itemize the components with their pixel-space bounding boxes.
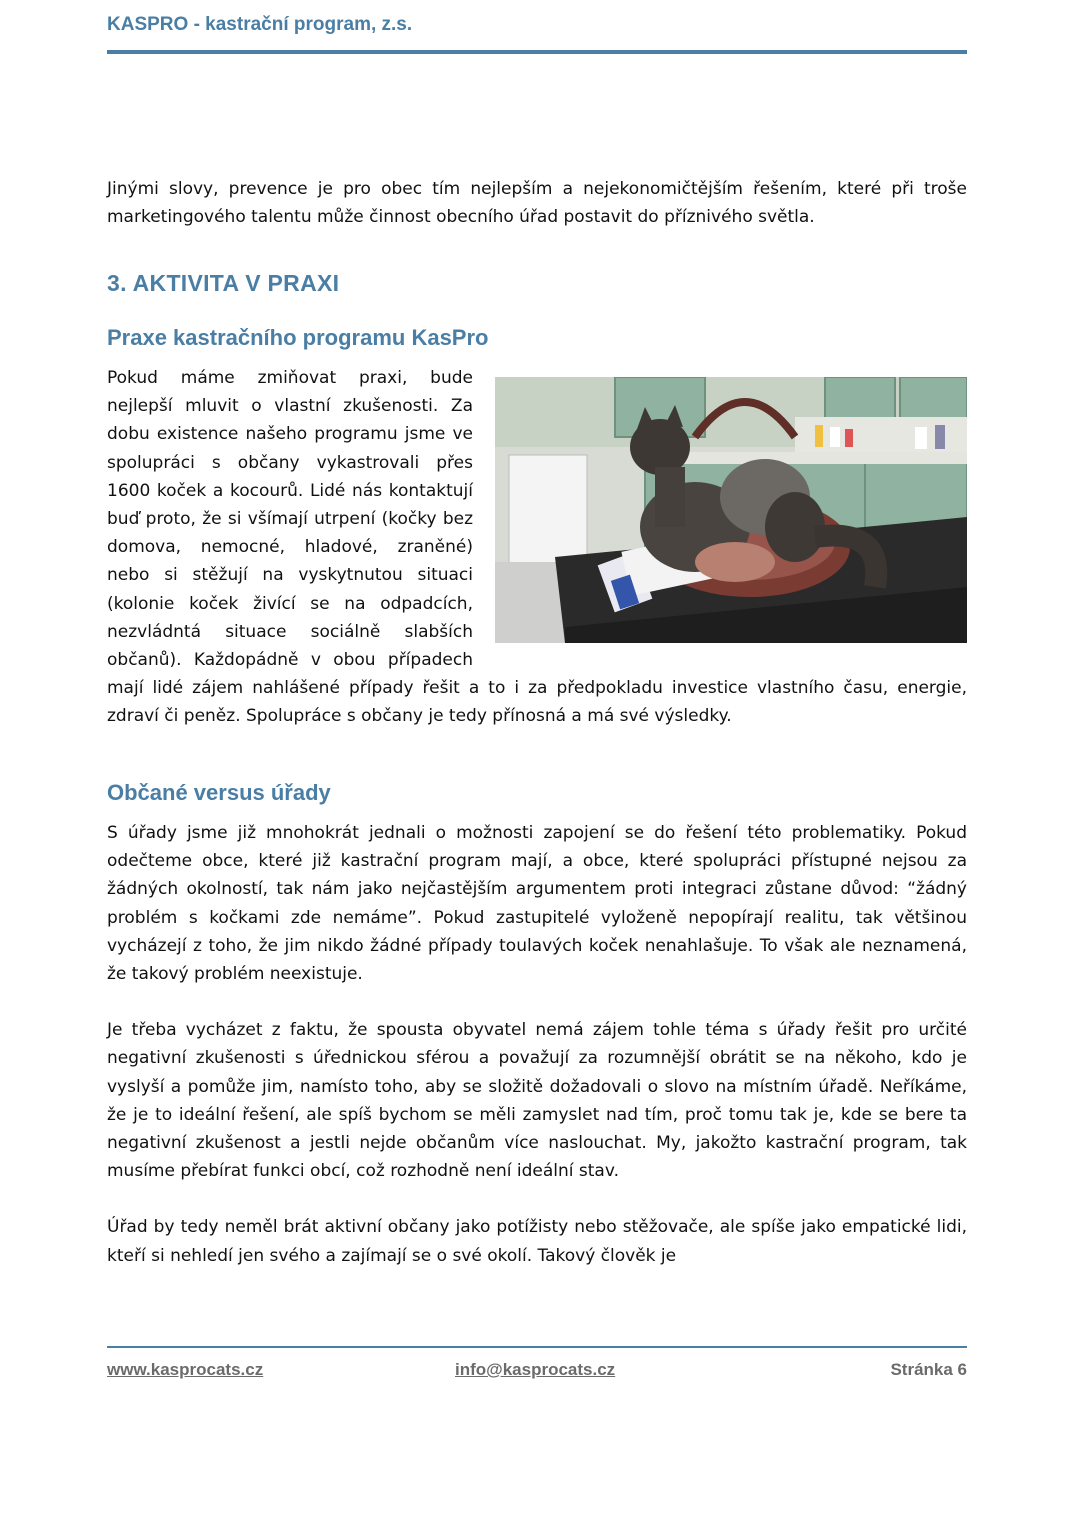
praxe-block	[107, 364, 967, 731]
paragraph-gap	[107, 1185, 967, 1213]
praxe-paragraph: Pokud máme zmiňovat praxi, bude nejlepší mluvit o vlastní zkušenosti. Za dobu existence našeho programu jsme ve spolupráci s občany vykastrovali přes 1600 koček a kocourů. Lidé nás kontaktují buď proto, že si všímají utrpení (kočky bez domova, nemocné, hladové, zraněné) nebo si stěžují na vyskytnutou situaci (kolonie koček živící se na odpadcích, nezvládntá situace sociálně slabších občanů). Každopádně v obou případech mají lidé zájem nahlášené případy řešit a to i za předpokladu investice vlastního času, energie, zdraví či peněz. Spolupráce s občany je tedy přínosná a má své výsledky.	[107, 368, 967, 727]
footer-website-link[interactable]: www.kasprocats.cz	[107, 1360, 264, 1379]
intro-block	[107, 175, 967, 231]
paragraph-gap	[107, 988, 967, 1016]
subsection-heading-praxe: Praxe kastračního programu KasPro	[107, 325, 489, 350]
header-rule	[107, 50, 967, 54]
obcane-paragraph-2: Je třeba vycházet z faktu, že spousta obyvatel nemá zájem tohle téma s úřady řešit pro určité negativní zkušenosti s úřednickou sférou a považují za rozumnější obrátit se na někoho, kdo je vyslyší a pomůže jim, namísto toho, aby se složitě dožadovali o slovo na místním úřadě. Neříkáme, že je to ideální řešení, ale spíš bychom se měli zamyslet nad tím, proč tomu tak je, kde se bere ta negativní zkušenost a jestli nejde občanům více naslouchat. My, jakožto kastrační program, tak musíme přebírat funkci obcí, což rozhodně není ideální stav.	[107, 1020, 967, 1182]
obcane-block	[107, 819, 967, 1270]
footer-rule	[107, 1346, 967, 1348]
cat-photo	[495, 377, 967, 643]
obcane-paragraph-1: S úřady jsme již mnohokrát jednali o možnosti zapojení se do řešení této problematiky. Pokud odečteme obce, které již kastrační program mají, a obce, které spolupráci přístupné nejsou za žádných okolností, tak nám jako nejčastějším argumentem proti integraci zůstane důvod: “žádný problém s kočkami zde nemáme”. Pokud zastupitelé vyloženě nepopírají realitu, tak většinou vycházejí z toho, že jim nikdo žádné případy toulavých koček nenahlašuje. To však ale neznamená, že takový problém neexistuje.	[107, 823, 967, 985]
footer-email-link[interactable]: info@kasprocats.cz	[455, 1360, 616, 1379]
document-header-title: KASPRO - kastrační program, z.s.	[107, 14, 413, 35]
obcane-paragraph-3: Úřad by tedy neměl brát aktivní občany jako potížisty nebo stěžovače, ale spíše jako empatické lidi, kteří si nehledí jen svého a zajímají se o své okolí. Takový člověk je	[107, 1217, 967, 1266]
section-heading: 3. AKTIVITA V PRAXI	[107, 270, 340, 296]
intro-paragraph: Jinými slovy, prevence je pro obec tím nejlepším a nejekonomičtějším řešením, které při troše marketingového talentu může činnost obecního úřad postavit do příznivého světla.	[107, 179, 967, 228]
footer-page-number: Stránka 6	[890, 1360, 967, 1379]
subsection-heading-obcane: Občané versus úřady	[107, 780, 331, 805]
cat-photo-illustration	[495, 377, 967, 643]
